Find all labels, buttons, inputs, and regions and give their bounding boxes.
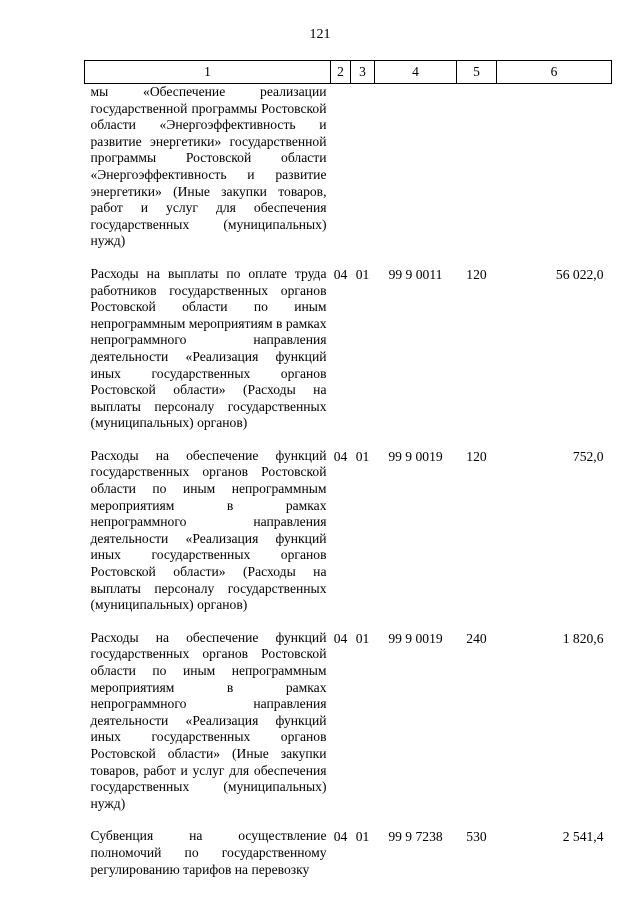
section-code: 04 [333,266,348,282]
column-header-6: 6 [497,61,612,84]
subsection-code: 01 [355,448,370,464]
subsection-code: 01 [355,630,370,646]
expense-type-code: 530 [466,829,487,845]
expense-name: Расходы на выплаты по оплате труда работников государственных органов Ростовской области по иным непрограммным мероприятиям в рамках непрограммного направления деятельности «Реализация функций иных государственных органов Ростовской области» (Расходы на выплаты персоналу государственных (муниципальных) органов) [90,265,327,431]
section-code: 04 [333,829,348,845]
table-row [85,828,612,878]
row-spacer [85,432,612,448]
column-number-header-row [85,61,612,84]
target-article-code: 99 9 0019 [388,630,443,646]
amount: 2 541,4 [562,829,604,845]
table-row [85,266,612,432]
row-spacer [85,250,612,266]
amount: 56 022,0 [555,266,604,282]
table-row [85,84,612,250]
column-header-4: 4 [375,61,457,84]
column-header-5: 5 [457,61,497,84]
budget-table [84,60,612,878]
row-spacer [85,614,612,630]
expense-type-code [457,84,497,250]
table-row [85,448,612,614]
amount: 1 820,6 [562,630,604,646]
expense-name: мы «Обеспечение реализации государственной программы Ростовской области «Энергоэффективность и развитие энергетики» государственной программы Ростовской области «Энергоэффективность и развитие энергетики» (Иные закупки товаров, работ и услуг для обеспечения государственных (муниципальных) нужд) [90,84,327,249]
expense-type-code: 240 [466,630,487,646]
column-header-1: 1 [85,61,331,84]
expense-name: Субвенция на осуществление полномочий по государственному регулированию тарифов на перевозку [90,828,327,877]
target-article-code: 99 9 0011 [388,266,443,282]
section-code: 04 [333,630,348,646]
expense-type-code: 120 [466,448,487,464]
amount: 752,0 [572,448,604,464]
column-header-2: 2 [331,61,351,84]
subsection-code: 01 [355,829,370,845]
section-code [331,84,351,250]
row-spacer [85,812,612,828]
subsection-code: 01 [355,266,370,282]
target-article-code: 99 9 0019 [388,448,443,464]
expense-name: Расходы на обеспечение функций государственных органов Ростовской области по иным непрограммным мероприятиям в рамках непрограммного направления деятельности «Реализация функций иных государственных органов Ростовской области» (Расходы на выплаты персоналу государственных (муниципальных) органов) [90,447,327,613]
section-code: 04 [333,448,348,464]
page-number: 121 [309,27,331,42]
subsection-code [351,84,375,250]
target-article-code [375,84,457,250]
amount [497,84,612,250]
expense-type-code: 120 [466,266,487,282]
expense-name: Расходы на обеспечение функций государственных органов Ростовской области по иным непрограммным мероприятиям в рамках непрограммного направления деятельности «Реализация функций иных государственных органов Ростовской области» (Иные закупки товаров, работ и услуг для обеспечения государственных (муниципальных) нужд) [90,629,327,811]
column-header-3: 3 [351,61,375,84]
table-row [85,630,612,813]
target-article-code: 99 9 7238 [388,829,443,845]
